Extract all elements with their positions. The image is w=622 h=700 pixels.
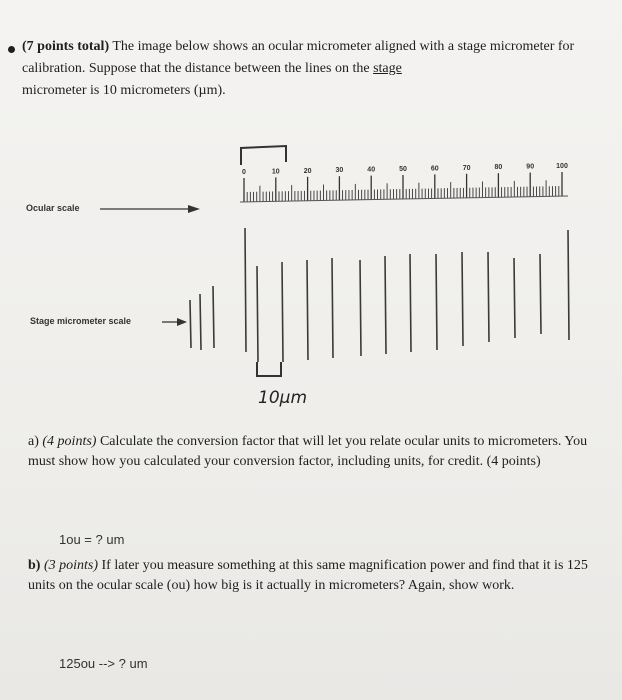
ocular-baseline — [240, 196, 568, 202]
stage-underlined: stage — [373, 61, 402, 76]
part-b-text: If later you measure something at this same magnification power and find that it is 125 units on the ocular scale (ou) how big is it actually in micrometers? Again, show work. — [28, 558, 588, 593]
ocular-tick-number: 10 — [271, 168, 280, 176]
part-b — [28, 556, 618, 596]
question-line3: micrometer is 10 micrometers (µm). — [22, 83, 226, 98]
stage-line — [257, 266, 258, 362]
ocular-scale-label: Ocular scale — [26, 203, 80, 213]
stage-pointer-head — [177, 318, 187, 326]
part-b-answer: 125ou --> ? um — [59, 656, 148, 671]
ocular-tick-number: 100 — [556, 163, 568, 170]
stage-line — [462, 252, 463, 346]
ocular-tick-number: 60 — [430, 165, 439, 173]
stage-line — [190, 300, 191, 348]
part-a-text: Calculate the conversion factor that will let you relate ocular units to micrometers. You must show how you calculated your conversion factor, including units, for credit. (4 points) — [28, 434, 588, 469]
micrometer-figure — [0, 140, 622, 420]
stage-line — [360, 260, 361, 356]
ocular-tick-number: 70 — [462, 164, 471, 172]
ocular-tick-number: 0 — [242, 169, 246, 176]
stage-line — [332, 258, 333, 358]
ocular-tick-number: 40 — [367, 166, 376, 174]
question-line2: micrometer for calibration. Suppose that the distance between the lines on the — [22, 39, 575, 76]
total-points: (7 points total) — [22, 39, 110, 54]
part-b-points: (3 points) — [43, 558, 99, 573]
ocular-pointer-head — [188, 205, 200, 213]
stage-line — [540, 254, 541, 334]
part-a — [28, 432, 608, 472]
question-line1: The image below shows an ocular micrometer aligned with a stage — [112, 39, 487, 54]
handwritten-note: 10µm — [258, 388, 308, 408]
stage-line — [245, 228, 246, 352]
ocular-tick-number: 20 — [303, 167, 312, 175]
stage-line — [200, 294, 201, 350]
stage-scale-label: Stage micrometer scale — [30, 316, 132, 326]
bullet-point — [8, 46, 15, 53]
micrometer-diagram — [0, 140, 622, 420]
ocular-tick-number: 50 — [399, 166, 407, 173]
question-intro — [22, 36, 582, 102]
part-a-answer: 1ou = ? um — [59, 532, 125, 547]
ocular-bracket — [241, 146, 286, 165]
stage-line — [488, 252, 489, 342]
part-b-label: b) — [28, 558, 41, 573]
ocular-tick-number: 80 — [494, 164, 503, 172]
ocular-tick-number: 30 — [335, 167, 344, 175]
stage-line — [436, 254, 437, 350]
stage-line — [514, 258, 515, 338]
stage-line — [282, 262, 283, 362]
stage-line — [385, 256, 386, 354]
stage-line — [568, 230, 569, 340]
part-a-label: a) — [28, 434, 39, 449]
stage-line — [307, 260, 308, 360]
part-a-points: (4 points) — [42, 434, 97, 449]
stage-bracket — [257, 362, 281, 376]
ocular-tick-number: 90 — [526, 163, 535, 171]
stage-line — [213, 286, 214, 348]
stage-line — [410, 254, 411, 352]
